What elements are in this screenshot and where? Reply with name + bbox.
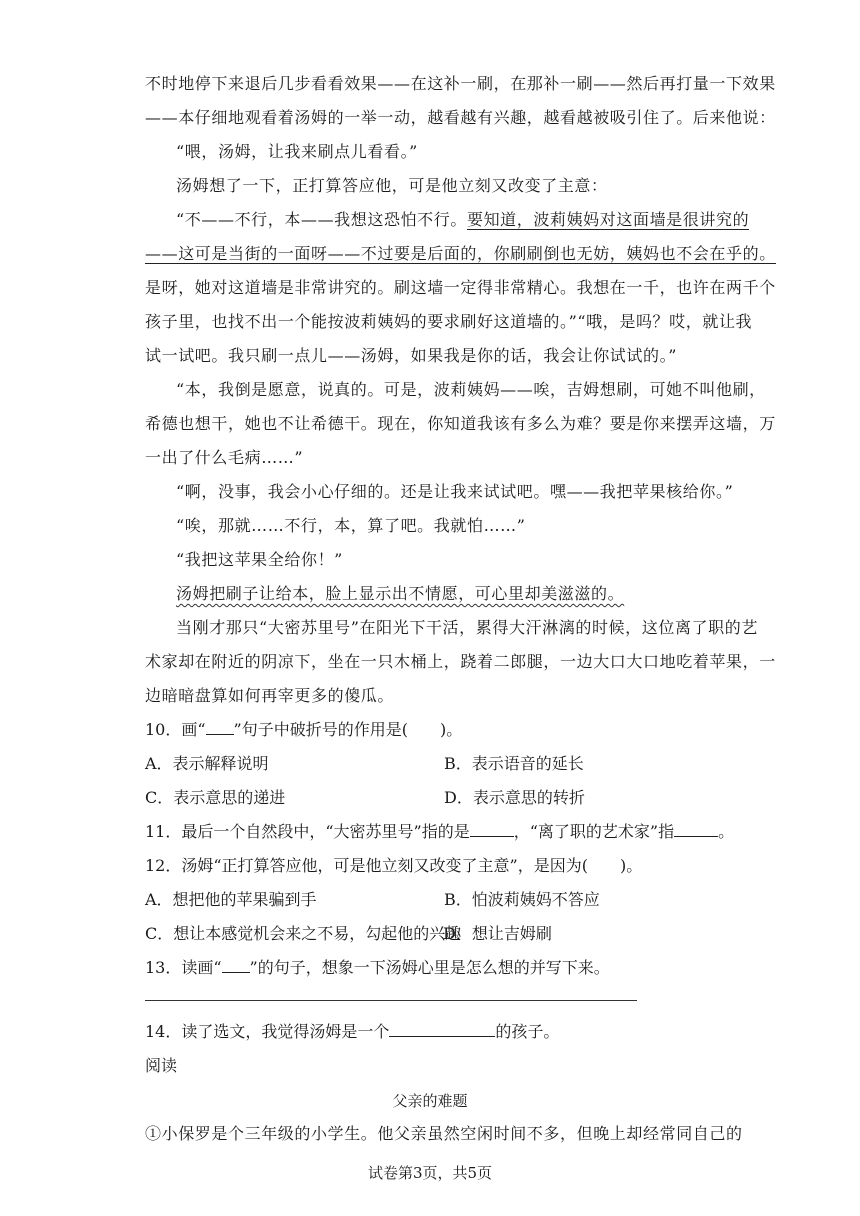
option-b: B．怕波莉姨妈不答应: [444, 890, 600, 909]
passage-line: 当刚才那只“大密苏里号”在阳光下干活，累得大汗淋漓的时候，这位离了职的艺: [176, 618, 758, 637]
section-label: 阅读: [145, 1056, 178, 1075]
question-14: 14．读了选文，我觉得汤姆是一个 的孩子。: [145, 1022, 560, 1041]
passage-line: [176, 584, 624, 604]
option-a: A．表示解释说明: [145, 754, 269, 773]
passage-line: “本，我倒是愿意，说真的。可是，波莉姨妈——唉，吉姆想刷，可她不叫他刷，: [176, 380, 766, 399]
option-c: C．想让本感觉机会来之不易，勾起他的兴趣: [145, 924, 462, 943]
passage-line: 试一试吧。我只刷一点儿——汤姆，如果我是你的话，我会让你试试的。”: [145, 346, 677, 365]
question-13: 13．读画“ ”的句子，想象一下汤姆心里是怎么想的并写下来。: [145, 958, 610, 977]
question-10: 10．画“ ”句子中破折号的作用是( )。: [145, 720, 463, 739]
passage-line: 孩子里，也找不出一个能按波莉姨妈的要求刷好这道墙的。”“哦，是吗？哎，就让我: [145, 312, 753, 331]
passage-line: [176, 210, 749, 230]
passage-line: [145, 244, 776, 264]
answer-blank[interactable]: [674, 822, 718, 837]
passage-line: “啊，没事，我会小心仔细的。还是让我来试试吧。嘿——我把苹果核给你。”: [176, 482, 734, 501]
passage-line: “唉，那就……不行，本，算了吧。我就怕……”: [176, 516, 526, 535]
passage-line: 是呀，她对这道墙是非常讲究的。刷这墙一定得非常精心。我想在一千，也许在两千个: [145, 278, 776, 297]
question-12: 12．汤姆“正打算答应他，可是他立刻又改变了主意”，是因为( )。: [145, 856, 643, 875]
answer-blank[interactable]: [389, 1022, 495, 1037]
passage-line: ①小保罗是个三年级的小学生。他父亲虽然空闲时间不多，但晚上却经常同自己的: [145, 1124, 743, 1143]
option-c: C．表示意思的递进: [145, 788, 286, 807]
option-d: D．表示意思的转折: [444, 788, 585, 807]
passage-line: 不时地停下来退后几步看看效果——在这补一刷，在那补一刷——然后再打量一下效果: [145, 74, 776, 93]
option-d: D．想让吉姆刷: [443, 924, 552, 943]
wavy-underlined-sentence: 汤姆把刷子让给本，脸上显示出不情愿，可心里却美滋滋的。: [176, 584, 625, 603]
answer-blank[interactable]: [470, 822, 514, 837]
underline-sample: [206, 720, 234, 735]
underline-sample: [222, 958, 250, 973]
passage-line: ——本仔细地观看着汤姆的一举一动，越看越有兴趣，越看越被吸引住了。后来他说：: [145, 108, 776, 127]
answer-line[interactable]: [145, 1000, 637, 1001]
option-a: A．想把他的苹果骗到手: [145, 890, 317, 909]
passage-title: 父亲的难题: [392, 1092, 468, 1110]
passage-line: “我把这苹果全给你！”: [176, 550, 343, 569]
underlined-sentence: ——这可是当街的一面呀——不过要是后面的，你刷刷倒也无妨，姨妈也不会在乎的。: [145, 244, 776, 263]
passage-line: 一出了什么毛病……”: [145, 448, 304, 467]
passage-line: 术家却在附近的阴凉下，坐在一只木桶上，跷着二郎腿，一边大口大口地吃着苹果，一: [145, 652, 776, 671]
passage-line: 希德也想干，她也不让希德干。现在，你知道我该有多么为难？要是你来摆弄这墙，万: [145, 414, 776, 433]
option-b: B．表示语音的延长: [444, 754, 584, 773]
passage-text: “不——不行，本——我想这恐怕不行。: [176, 210, 467, 229]
underlined-sentence: 要知道，波莉姨妈对这面墙是很讲究的: [466, 210, 750, 229]
page-footer: 试卷第3页，共5页: [367, 1164, 493, 1182]
passage-line: 汤姆想了一下，正打算答应他，可是他立刻又改变了主意：: [176, 176, 608, 195]
question-11: 11．最后一个自然段中，“大密苏里号”指的是 ，“离了职的艺术家”指 。: [145, 822, 735, 841]
passage-line: “喂，汤姆，让我来刷点儿看看。”: [176, 142, 418, 161]
passage-line: 边暗暗盘算如何再宰更多的傻瓜。: [145, 686, 395, 705]
